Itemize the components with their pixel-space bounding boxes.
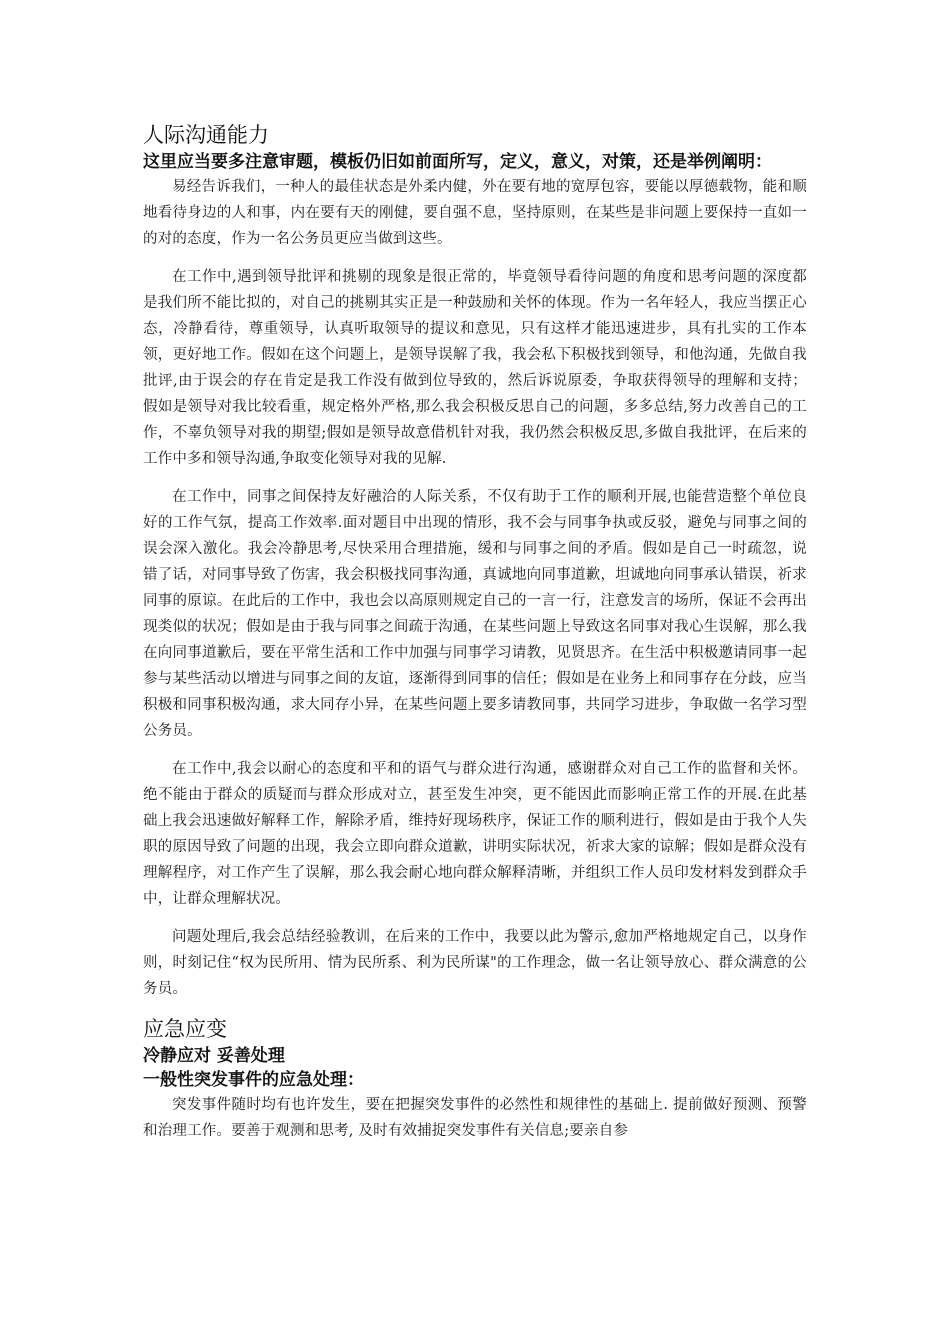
section-subtitle-general-emergency: 一般性突发事件的应急处理： (143, 1070, 364, 1090)
document-body (143, 120, 807, 1156)
paragraph: 易经告诉我们，一种人的最佳状态是外柔内健，外在要有地的宽厚包容，要能以厚德载物，能和顺地看待身边的人和事，内在要有天的刚健，要自强不息，坚持原则，在某些是非问题上要保持一直如一的对的态度，作为一名公务员更应当做到这些。 (143, 179, 807, 247)
section-title-emergency: 应急应变 (143, 1017, 227, 1041)
paragraph: 在工作中,遇到领导批评和挑剔的现象是很正常的，毕竟领导看待问题的角度和思考问题的深度都是我们所不能比拟的，对自己的挑剔其实正是一种鼓励和关怀的体现。作为一名年轻人，我应当摆正心态，冷静看待，尊重领导，认真听取领导的提议和意见，只有这样才能迅速进步，具有扎实的工作本领，更好地工作。假如在这个问题上，是领导误解了我，我会私下积极找到领导，和他沟通，先做自我批评,由于误会的存在肯定是我工作没有做到位导致的，然后诉说原委，争取获得领导的理解和支持；假如是领导对我比较看重，规定格外严格,那么我会积极反思自己的问题，多多总结,努力改善自己的工作，不辜负领导对我的期望;假如是领导故意借机针对我，我仍然会积极反思,多做自我批评，在后来的工作中多和领导沟通,争取变化领导对我的见解. (143, 269, 807, 467)
paragraph: 在工作中,我会以耐心的态度和平和的语气与群众进行沟通，感谢群众对自己工作的监督和关怀。绝不能由于群众的质疑而与群众形成对立，甚至发生冲突，更不能因此而影响正常工作的开展.在此基础上我会迅速做好解释工作，解除矛盾，维持好现场秩序，保证工作的顺利进行，假如是由于我个人失职的原因导致了问题的出现，我会立即向群众道歉，讲明实际状况，祈求大家的谅解；假如是群众没有理解程序，对工作产生了误解，那么我会耐心地向群众解释清晰，并组织工作人员印发材料发到群众手中，让群众理解状况。 (143, 761, 807, 907)
paragraph: 问题处理后,我会总结经验教训，在后来的工作中，我要以此为警示,愈加严格地规定自己，以身作则，时刻记住“权为民所用、情为民所系、利为民所谋"的工作理念，做一名让领导放心、群众满意的公务员。 (143, 929, 807, 997)
paragraph: 在工作中，同事之间保持友好融洽的人际关系，不仅有助于工作的顺利开展,也能营造整个单位良好的工作气氛，提高工作效率.面对题目中出现的情形，我不会与同事争执或反驳，避免与同事之间的误会深入激化。我会冷静思考,尽快采用合理措施，缓和与同事之间的矛盾。假如是自己一时疏忽，说错了话，对同事导致了伤害，我会积极找同事沟通，真诚地向同事道歉，坦诚地向同事承认错误，祈求同事的原谅。在此后的工作中，我也会以高原则规定自己的一言一行，注意发言的场所，保证不会再出现类似的状况；假如是由于我与同事之间疏于沟通，在某些问题上导致这名同事对我心生误解，那么我在向同事道歉后，要在平常生活和工作中加强与同事学习请教，见贤思齐。在生活中积极邀请同事一起参与某些活动以增进与同事之间的友谊，逐渐得到同事的信任；假如是在业务上和同事存在分歧，应当积极和同事积极沟通，求大同存小异，在某些问题上要多请教同事，共同学习进步，争取做一名学习型公务员。 (143, 489, 807, 739)
section-subtitle-calm-response: 冷静应对 妥善处理 (143, 1046, 285, 1066)
section-title-communication: 人际沟通能力 (143, 123, 269, 147)
paragraph: 突发事件随时均有也许发生，要在把握突发事件的必然性和规律性的基础上. 提前做好预测、预警和治理工作。要善于观测和思考, 及时有效捕捉突发事件有关信息;要亲自参 (143, 1097, 807, 1139)
section-subtitle-communication: 这里应当要多注意审题，模板仍旧如前面所写，定义，意义，对策，还是举例阐明： (143, 152, 772, 172)
